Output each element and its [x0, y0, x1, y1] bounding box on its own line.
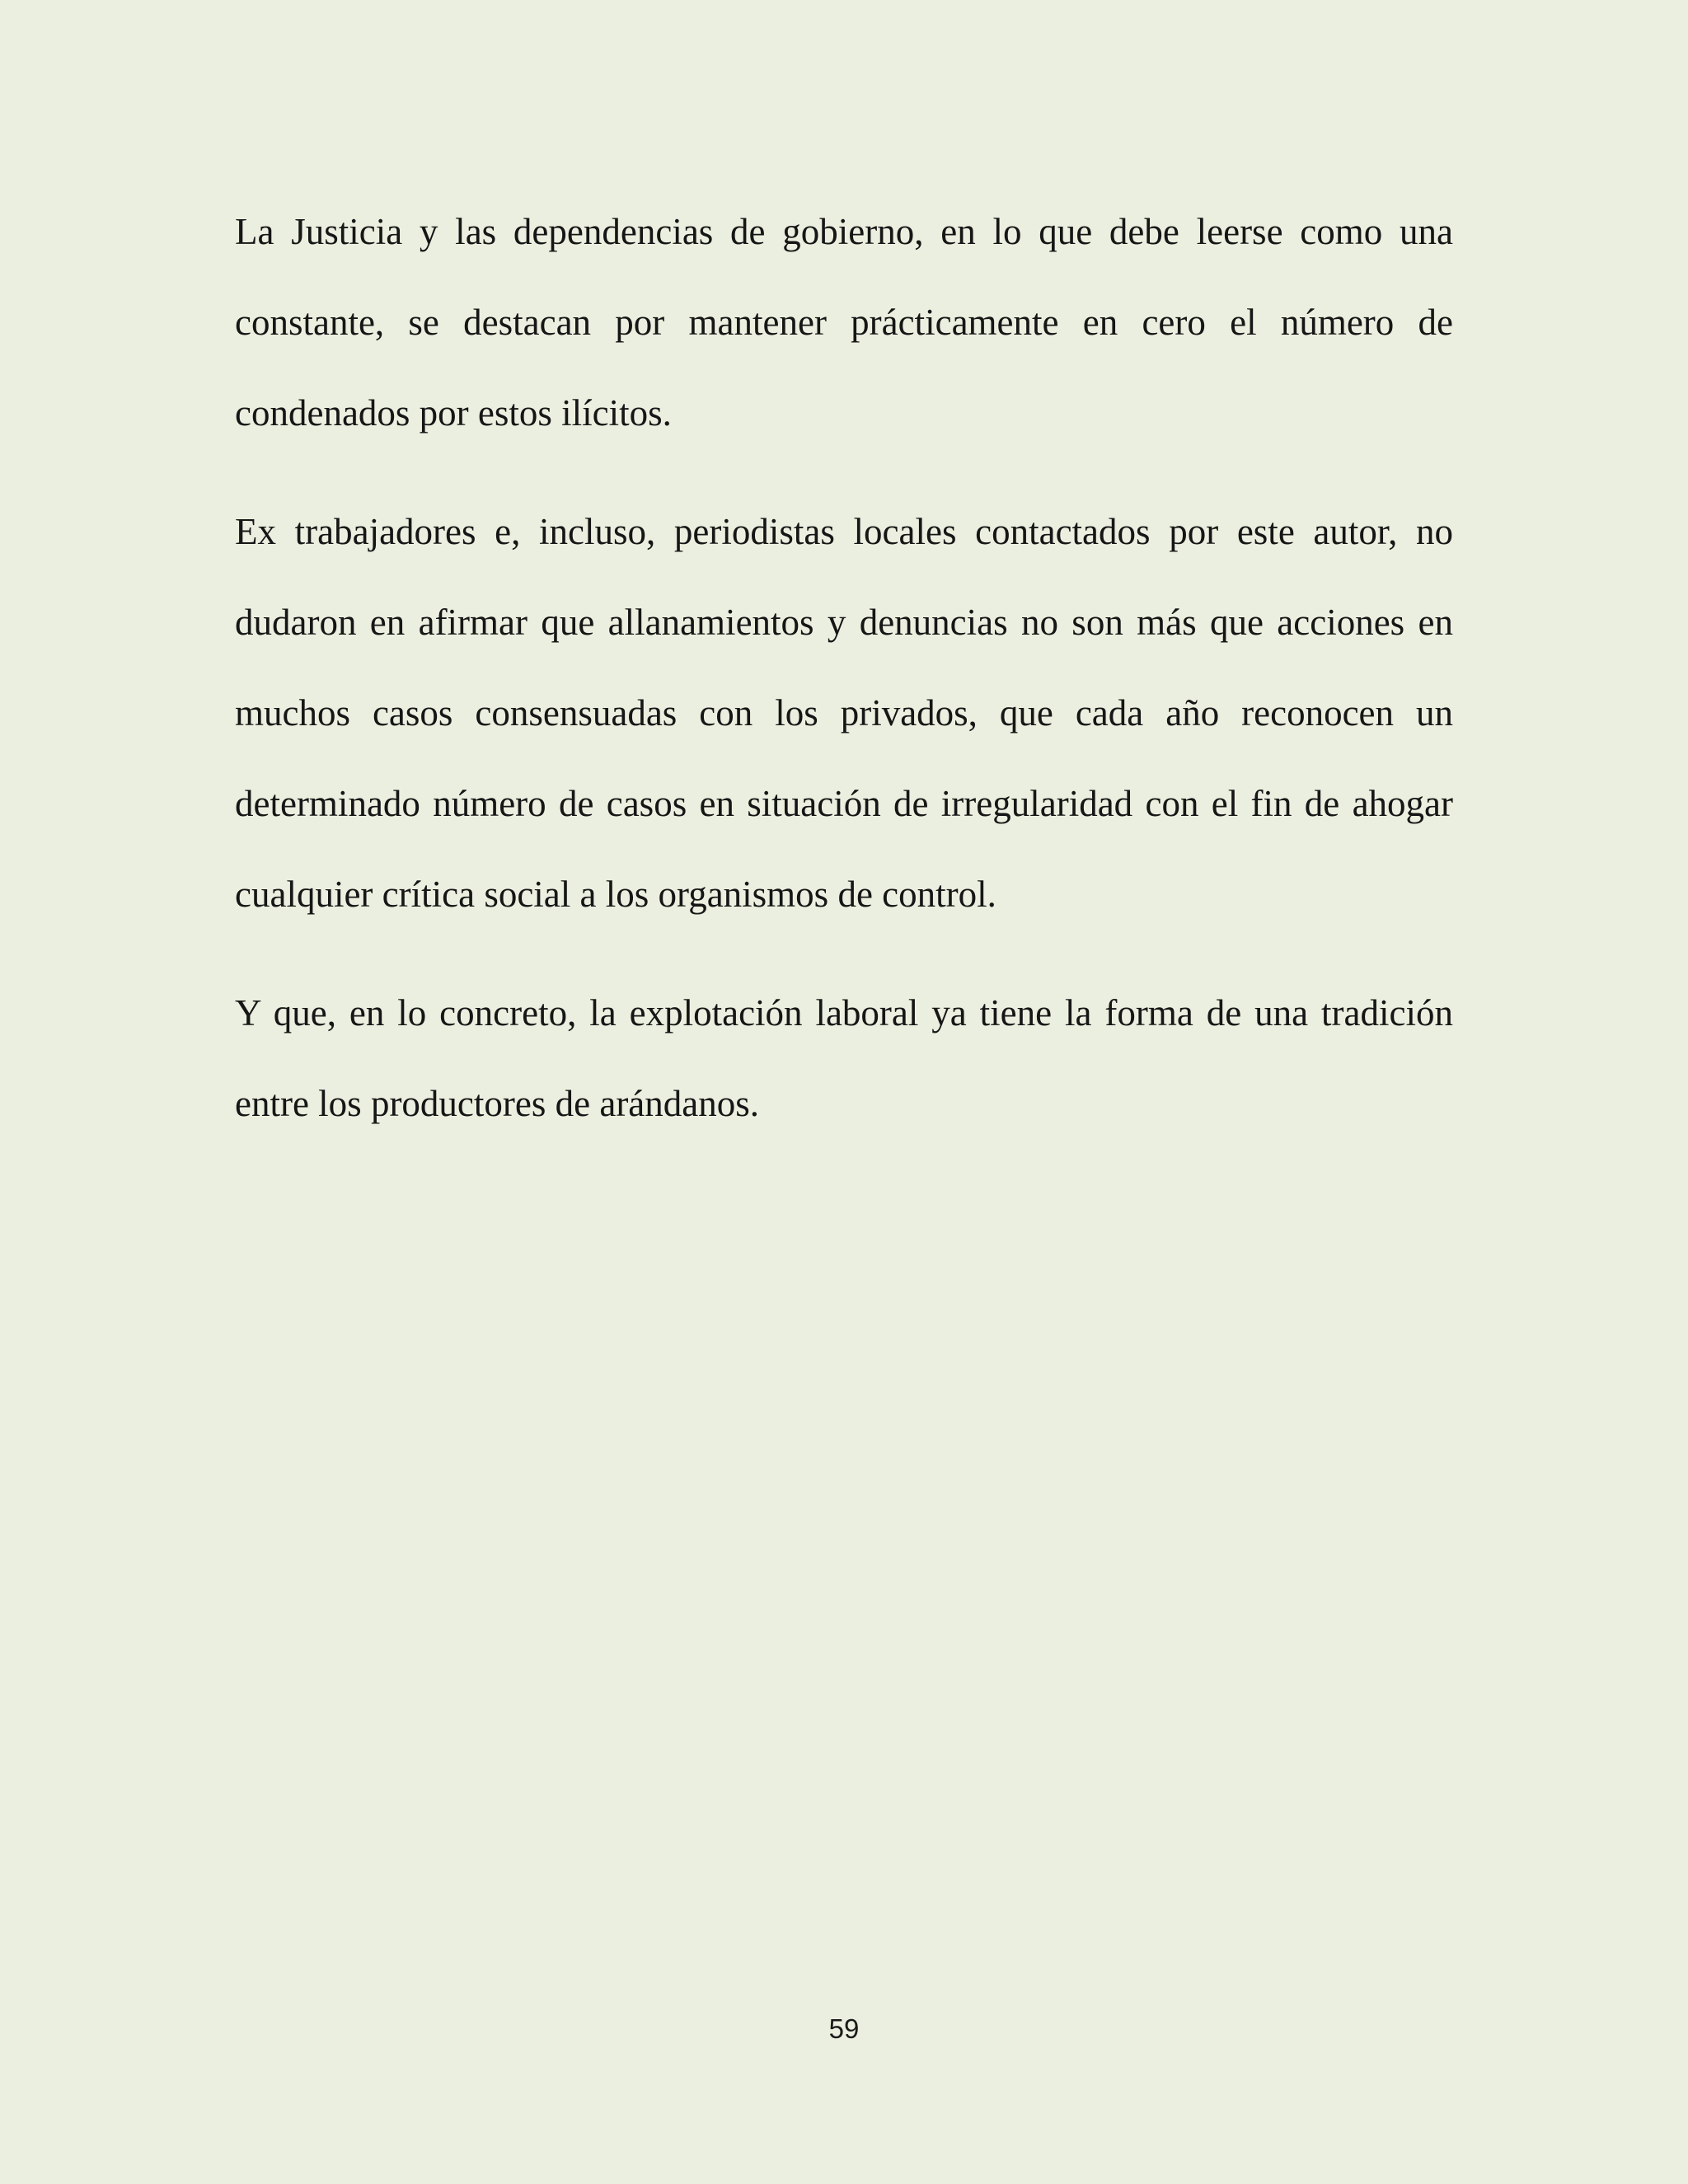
paragraph-1: La Justicia y las dependencias de gobierno, en lo que debe leerse como una constante, se destacan por mantener prácticamente en cero el número de condenados por estos ilícitos.: [235, 211, 1453, 434]
paragraph-2: Ex trabajadores e, incluso, periodistas locales contactados por este autor, no dudaron en afirmar que allanamientos y denuncias no son más que acciones en muchos casos consensuadas con los privados, que cada año reconocen un determinado número de casos en situación de irregularidad con el fin de ahogar cualquier crítica social a los organismos de control.: [235, 511, 1453, 915]
body-text: [235, 186, 1453, 1149]
page-number: 59: [828, 2013, 860, 2044]
paragraph-3: Y que, en lo concreto, la explotación laboral ya tiene la forma de una tradición entre los productores de arándanos.: [235, 992, 1453, 1124]
